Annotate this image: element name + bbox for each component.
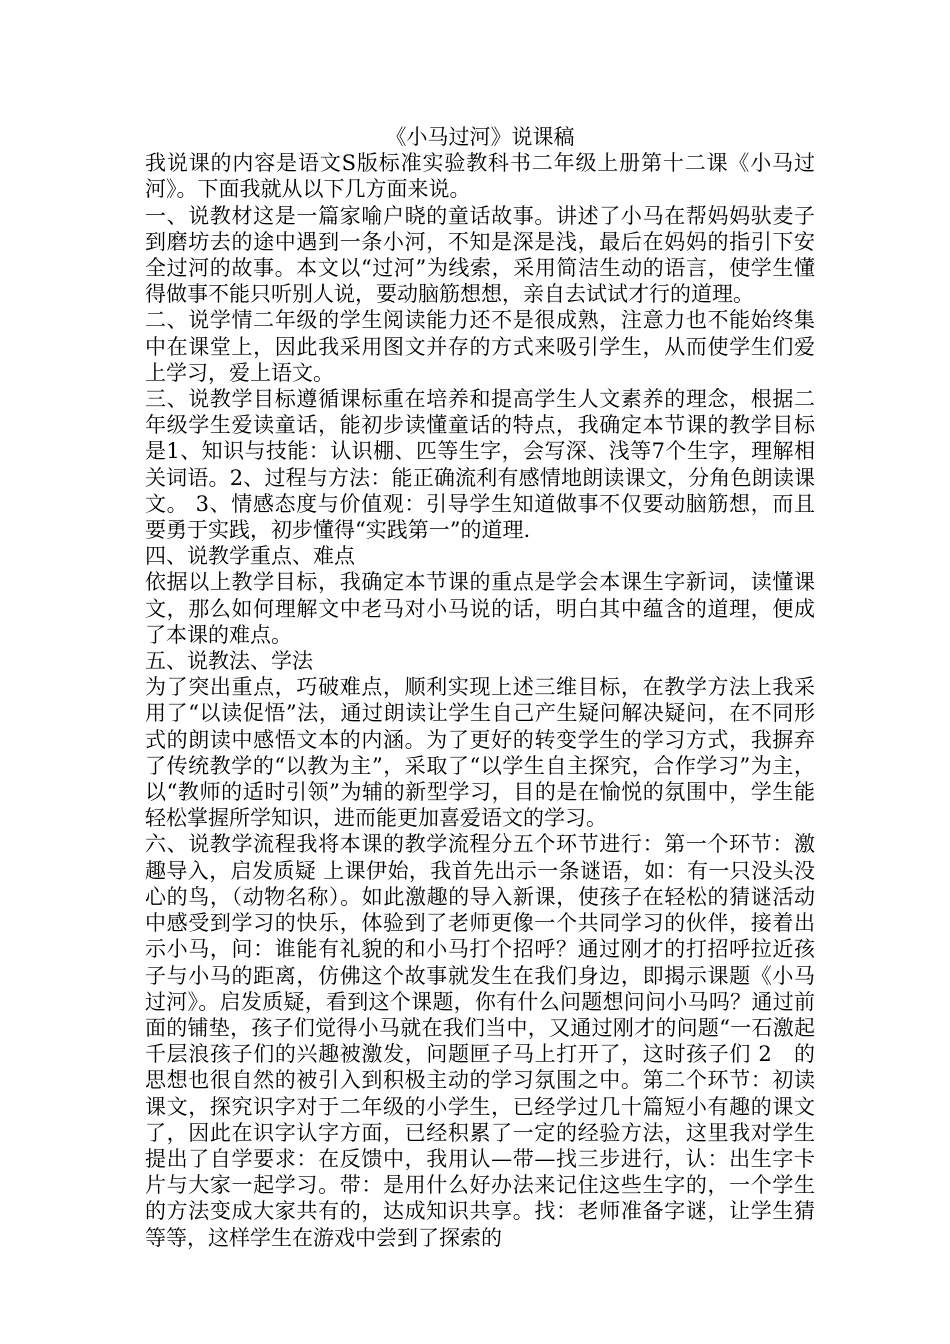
section-keypoints-heading: 四、说教学重点、难点 — [145, 544, 355, 569]
intro-paragraph: 我说课的内容是语文S版标准实验教科书二年级上册第十二课《小马过河》。下面我就从以下几方面来说。 — [145, 151, 815, 202]
section-students-paragraph: 二、说学情二年级的学生阅读能力还不是很成熟，注意力也不能始终集中在课堂上，因此我采用图文并存的方式来吸引学生，从而使学生们爱上学习，爱上语文。 — [145, 308, 815, 385]
section-methods-paragraph: 为了突出重点，巧破难点，顺利实现上述三维目标，在教学方法上我采用了“以读促悟”法，通过朗读让学生自己产生疑问解决疑问，在不同形式的朗读中感悟文本的内涵。为了更好的转变学生的学习方式，我摒弃了传统教学的“以教为主”，采取了“以学生自主探究，合作学习”为主，以“教师的适时引领”为辅的新型学习，目的是在愉悦的氛围中，学生能轻松掌握所学知识，进而能更加喜爱语文的学习。 — [145, 675, 815, 831]
section-keypoints-paragraph: 依据以上教学目标，我确定本节课的重点是学会本课生字新词，读懂课文，那么如何理解文中老马对小马说的话，明白其中蕴含的道理，便成了本课的难点。 — [145, 570, 815, 647]
document-title: 《小马过河》说课稿 — [385, 125, 575, 149]
section-methods-heading: 五、说教法、学法 — [145, 649, 313, 674]
section-process-paragraph: 六、说教学流程我将本课的教学流程分五个环节进行：第一个环节：激趣导入，启发质疑 上课伊始，我首先出示一条谜语，如：有一只没头没心的鸟，（动物名称）。如此激趣的导入新课，使孩子在轻松的猜谜活动中感受到学习的快乐，体验到了老师更像一个共同学习的伙伴，接着出示小马，问：谁能有礼貌的和小马打个招呼？通过刚才的打招呼拉近孩子与小马的距离，仿佛这个故事就发生在我们身边，即揭示课题《小马过河》。启发质疑，看到这个课题，你有什么问题想问问小马吗？通过前面的铺垫，孩子们觉得小马就在我们当中，又通过刚才的问题“一石激起千层浪孩子们的兴趣被激发，问题匣子马上打开了，这时孩子们 2 的思想也很自然的被引入到积极主动的学习氛围之中。第二个环节：初读课文，探究识字对于二年级的小学生，已经学过几十篇短小有趣的课文了，因此在识字认字方面，已经积累了一定的经验方法，这里我对学生提出了自学要求：在反馈中，我用认—带—找三步进行，认：出生字卡片与大家一起学习。带：是用什么好办法来记住这些生字的，一个学生的方法变成大家共有的，达成知识共享。找：老师准备字谜，让学生猜等等，这样学生在游戏中尝到了探索的 — [145, 832, 815, 1250]
document-body — [145, 124, 815, 1251]
section-goals-paragraph: 三、说教学目标遵循课标重在培养和提高学生人文素养的理念，根据二年级学生爱读童话，能初步读懂童话的特点，我确定本节课的教学目标是1、知识与技能：认识棚、匹等生字，会写深、浅等7个生字，理解相关词语。2、过程与方法：能正确流利有感情地朗读课文，分角色朗读课文。 3、情感态度与价值观：引导学生知道做事不仅要动脑筋想，而且要勇于实践，初步懂得“实践第一”的道理. — [145, 387, 815, 543]
section-textbook-paragraph: 一、说教材这是一篇家喻户晓的童话故事。讲述了小马在帮妈妈驮麦子到磨坊去的途中遇到一条小河，不知是深是浅，最后在妈妈的指引下安全过河的故事。本文以“过河”为线索，采用简洁生动的语言，使学生懂得做事不能只听别人说，要动脑筋想想，亲自去试试才行的道理。 — [145, 203, 815, 307]
